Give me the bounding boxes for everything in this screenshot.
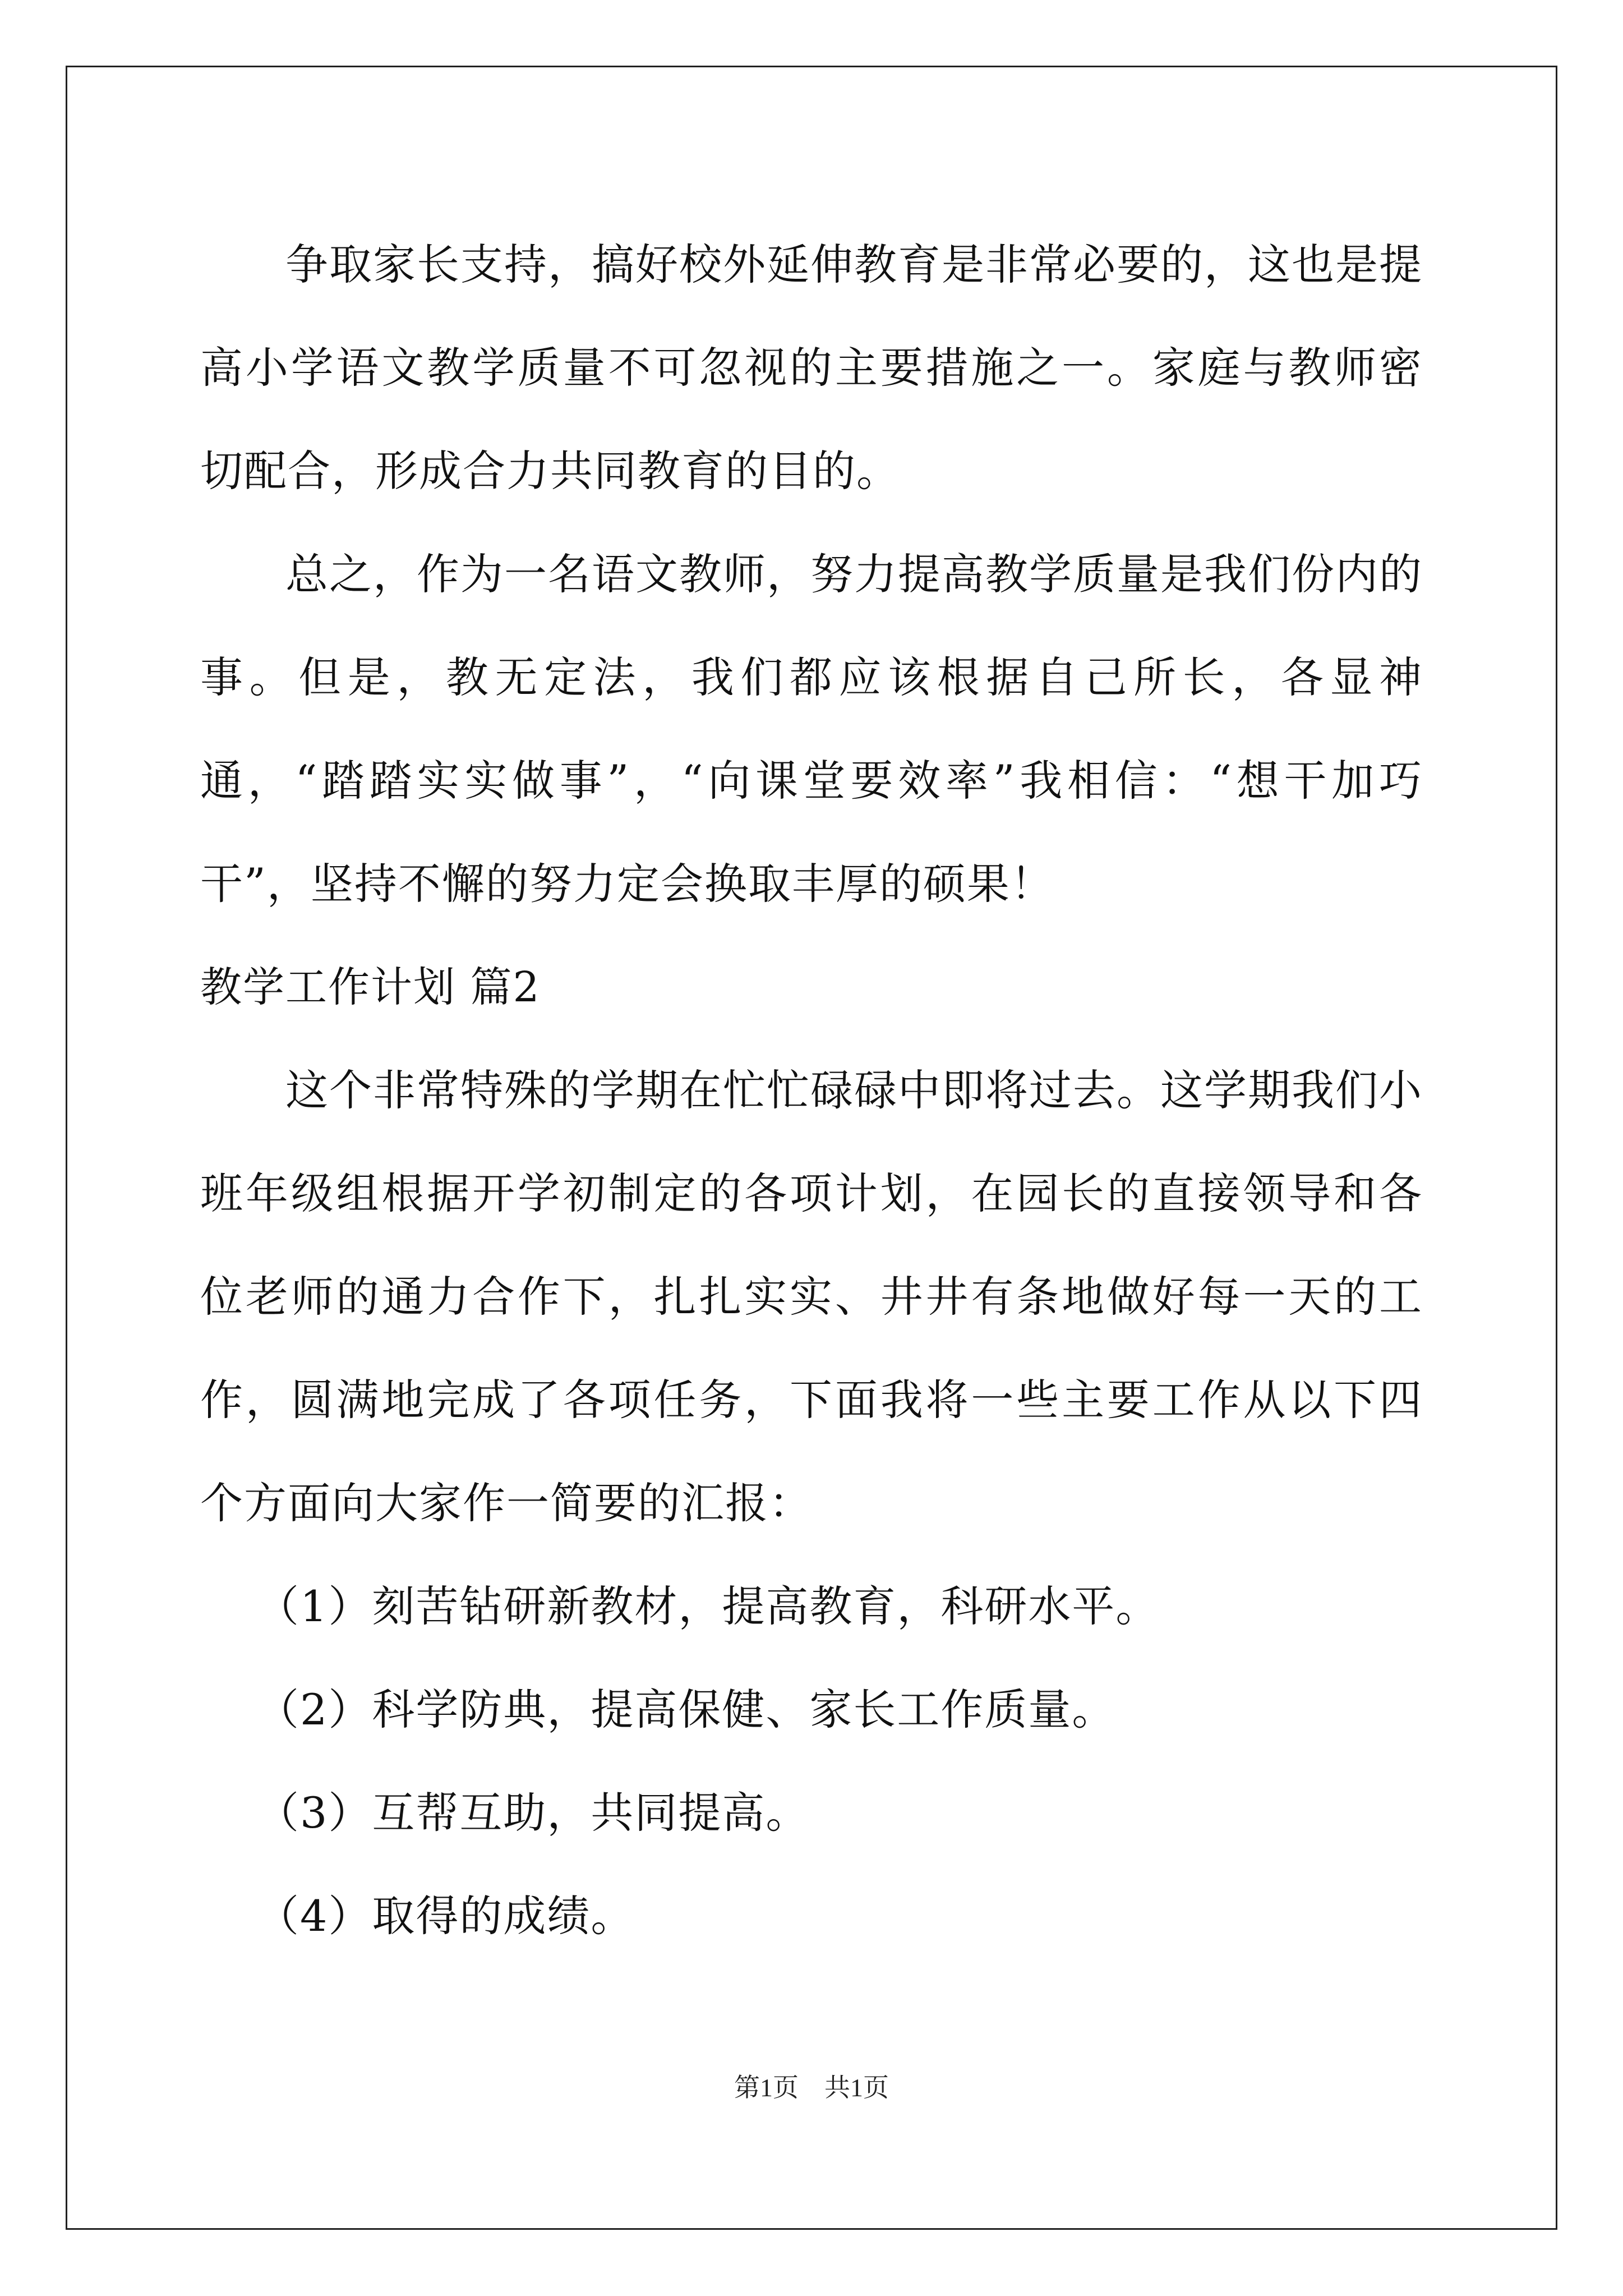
- page-footer: 第1页 共1页: [734, 2073, 889, 2102]
- list-item: （3）互帮互助，共同提高。: [256, 1788, 810, 1838]
- list-item: （4）取得的成绩。: [256, 1891, 635, 1941]
- document-body: [200, 213, 1423, 1968]
- paragraph-conclusion: 总之，作为一名语文教师，努力提高教学质量是我们份内的事。但是，教无定法，我们都应该根据自己所长，各显神通，“踏踏实实做事”，“向课堂要效率”我相信：“想干加巧干”，坚持不懈的努力定会换取丰厚的硕果！: [200, 549, 1423, 909]
- list-item: （1）刻苦钻研新教材，提高教育，科研水平。: [256, 1581, 1160, 1631]
- section-heading: 教学工作计划 篇2: [200, 963, 541, 1011]
- paragraph-section-intro: 这个非常特殊的学期在忙忙碌碌中即将过去。这学期我们小班年级组根据开学初制定的各项计划，在园长的直接领导和各位老师的通力合作下，扎扎实实、井井有条地做好每一天的工作，圆满地完成了各项任务，下面我将一些主要工作从以下四个方面向大家作一简要的汇报：: [200, 1065, 1423, 1528]
- paragraph-family-support: 争取家长支持，搞好校外延伸教育是非常必要的，这也是提高小学语文教学质量不可忽视的主要措施之一。家庭与教师密切配合，形成合力共同教育的目的。: [200, 240, 1423, 496]
- list-item: （2）科学防典，提高保健、家长工作质量。: [256, 1685, 1116, 1734]
